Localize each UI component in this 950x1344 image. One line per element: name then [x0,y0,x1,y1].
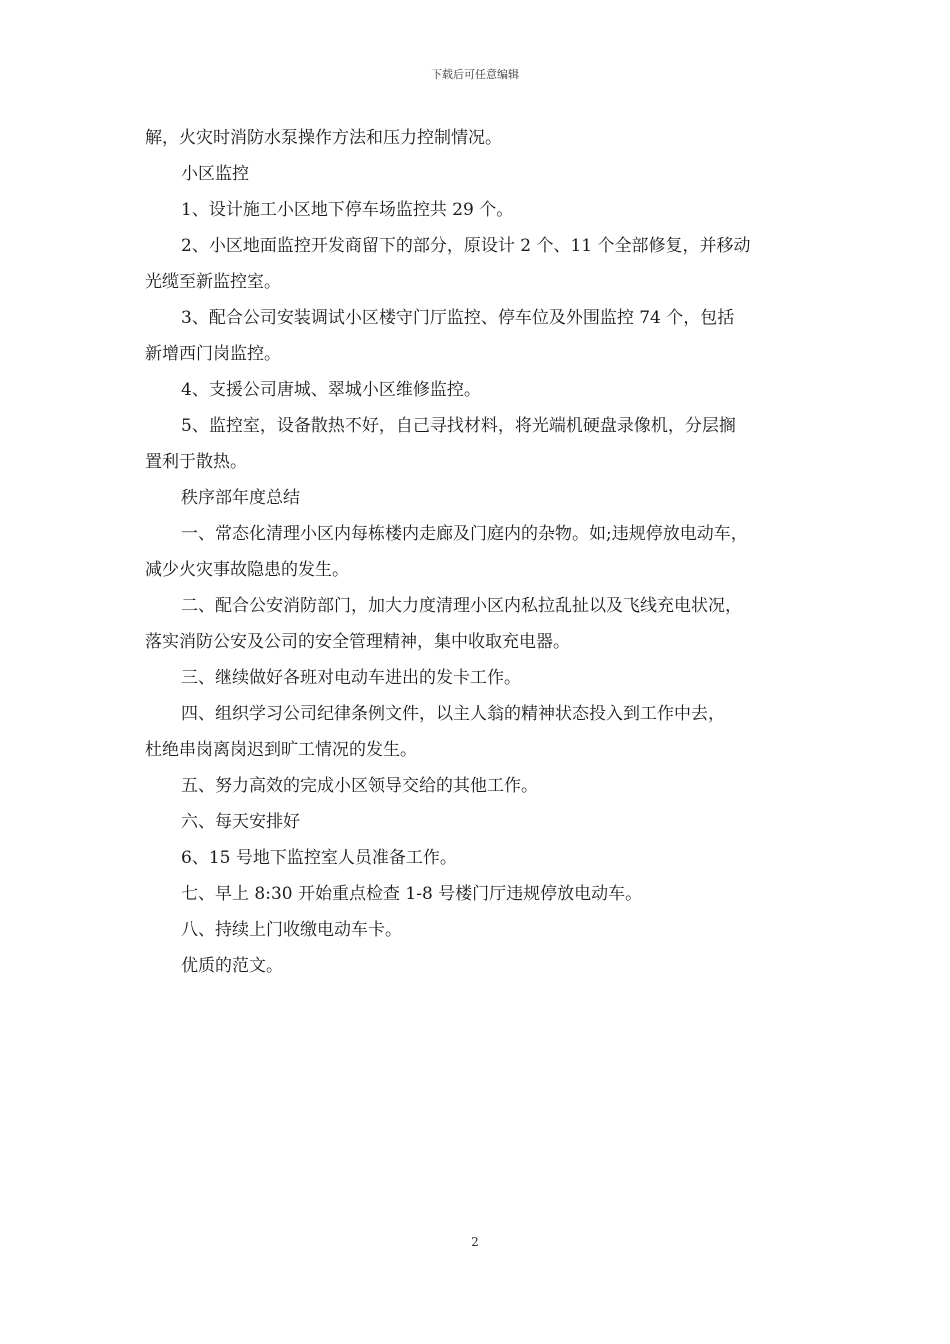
paragraph [145,804,815,840]
paragraph-line: 杜绝串岗离岗迟到旷工情况的发生。 [145,740,417,760]
paragraph [145,840,815,876]
paragraph-line: 新增西门岗监控。 [145,344,281,364]
paragraph [145,372,815,408]
paragraph-line: 置利于散热。 [145,452,247,472]
paragraph-line: 五、努力高效的完成小区领导交给的其他工作。 [181,776,538,796]
paragraph-line: 二、配合公安消防部门，加大力度清理小区内私拉乱扯以及飞线充电状况， [181,596,742,616]
paragraph-line: 秩序部年度总结 [181,488,300,508]
paragraph [145,228,815,300]
paragraph [145,912,815,948]
paragraph-line: 优质的范文。 [181,956,283,976]
page-number: 2 [471,1235,479,1249]
paragraph-line: 六、每天安排好 [181,812,300,832]
paragraph [145,588,815,660]
paragraph-line: 2、小区地面监控开发商留下的部分，原设计 2 个、11 个全部修复，并移动 [181,236,751,256]
paragraph [145,876,815,912]
paragraph [145,948,815,984]
paragraph-line: 落实消防公安及公司的安全管理精神，集中收取充电器。 [145,632,570,652]
paragraph-line: 1、设计施工小区地下停车场监控共 29 个。 [181,200,514,220]
paragraph-line: 6、15 号地下监控室人员准备工作。 [181,848,457,868]
paragraph [145,192,815,228]
document-body [145,120,815,984]
paragraph [145,660,815,696]
page-header-note: 下载后可任意编辑 [431,68,519,81]
paragraph [145,480,815,516]
paragraph-line: 光缆至新监控室。 [145,272,281,292]
paragraph-line: 3、配合公司安装调试小区楼守门厅监控、停车位及外围监控 74 个，包括 [181,308,735,328]
paragraph-line: 八、持续上门收缴电动车卡。 [181,920,402,940]
paragraph-line: 小区监控 [181,164,249,184]
paragraph [145,768,815,804]
paragraph-line: 四、组织学习公司纪律条例文件，以主人翁的精神状态投入到工作中去， [181,704,725,724]
paragraph [145,156,815,192]
paragraph [145,408,815,480]
paragraph-line: 一、常态化清理小区内每栋楼内走廊及门庭内的杂物。如;违规停放电动车， [181,524,748,544]
paragraph [145,120,815,156]
paragraph [145,696,815,768]
paragraph [145,516,815,588]
paragraph-line: 5、监控室，设备散热不好，自己寻找材料，将光端机硬盘录像机，分层搁 [181,416,736,436]
paragraph-line: 三、继续做好各班对电动车进出的发卡工作。 [181,668,521,688]
paragraph-line: 4、支援公司唐城、翠城小区维修监控。 [181,380,481,400]
paragraph [145,300,815,372]
paragraph-line: 解，火灾时消防水泵操作方法和压力控制情况。 [145,128,502,148]
paragraph-line: 减少火灾事故隐患的发生。 [145,560,349,580]
paragraph-line: 七、早上 8:30 开始重点检查 1-8 号楼门厅违规停放电动车。 [181,884,643,904]
